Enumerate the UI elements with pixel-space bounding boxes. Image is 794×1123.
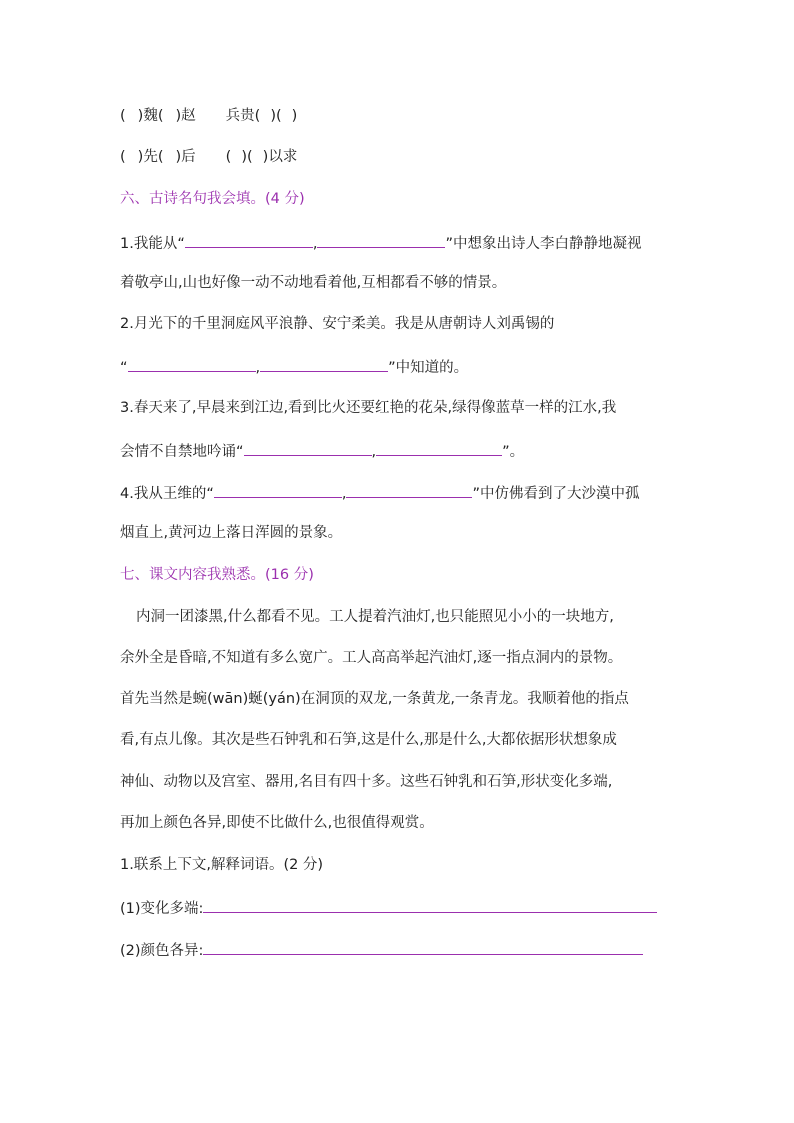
q-text: ”中想象出诗人李白静静地凝视 [445,236,642,252]
idiom-text: )魏( [137,108,164,124]
poem-q3-line1: 3.春天来了,早晨来到江边,看到比火还要红艳的花朵,绿得像蓝草一样的江水,我 [120,400,617,416]
blank-field[interactable] [346,479,472,498]
q-sep: , [371,444,377,460]
idiom-text: )( [270,108,282,124]
idiom-text: ( [120,149,126,165]
passage-line: 余外全是昏暗,不知道有多么宽广。工人高高举起汽油灯,逐一指点洞内的景物。 [120,650,623,666]
poem-q4-line1 [120,479,639,505]
section6-title: 六、古诗名句我会填。(4 分) [120,191,305,207]
q-text: ”中仿佛看到了大沙漠中孤 [472,486,640,502]
q-sep: , [255,360,261,376]
q-sep: , [341,486,347,502]
idiom-row-2 [120,144,297,170]
poem-q2-line1: 2.月光下的千里洞庭风平浪静、安宁柔美。我是从唐朝诗人刘禹锡的 [120,316,555,332]
q-text: ”中知道的。 [388,360,469,376]
poem-q3-line2 [120,437,524,463]
passage-line: 神仙、动物以及宫室、器用,名目有四十多。这些石钟乳和石笋,形状变化多端, [120,774,613,790]
blank-field[interactable] [185,229,313,248]
answer-field-2[interactable] [203,936,643,955]
idiom-text: ) [291,108,298,124]
q-text: ”。 [502,444,525,460]
q-text: (1)变化多端: [120,901,204,917]
idiom-row-1 [120,103,297,129]
q-text: “ [120,360,128,376]
blank-field[interactable] [376,437,502,456]
blank-field[interactable] [244,437,372,456]
answer-field-1[interactable] [203,894,657,913]
word-explain-1 [120,894,657,920]
q-sep: , [312,236,318,252]
idiom-text: ( [120,108,126,124]
section7-q1-title: 1.联系上下文,解释词语。(2 分) [120,857,324,873]
passage-text: 内洞一团漆黑,什么都看不见。工人提着汽油灯,也只能照见小小的一块地方, [136,609,614,625]
passage-line [120,604,614,630]
poem-q1-line1 [120,229,641,255]
idiom-text: 兵贵( [225,108,261,124]
blank-field[interactable] [260,353,388,372]
idiom-text: )后 [175,149,196,165]
q-text: 会情不自禁地吟诵“ [120,444,244,460]
passage-line: 看,有点儿像。其次是些石钟乳和石笋,这是什么,那是什么,大都依据形状想象成 [120,732,617,748]
section7-title: 七、课文内容我熟悉。(16 分) [120,567,314,583]
poem-q4-line2: 烟直上,黄河边上落日浑圆的景象。 [120,525,343,541]
blank-field[interactable] [128,353,256,372]
idiom-text: )赵 [175,108,196,124]
passage-line: 再加上颜色各异,即使不比做什么,也很值得观赏。 [120,815,434,831]
blank-field[interactable] [214,479,342,498]
passage-line: 首先当然是蜿(wān)蜒(yán)在洞顶的双龙,一条黄龙,一条青龙。我顺着他的指点 [120,691,629,707]
idiom-text: )( [241,149,253,165]
poem-q1-line2: 着敬亭山,山也好像一动不动地看着他,互相都看不够的情景。 [120,275,507,291]
q-text: 1.我能从“ [120,236,185,252]
idiom-text: )先( [137,149,164,165]
blank-field[interactable] [317,229,445,248]
idiom-text: ( [225,149,232,165]
q-text: 4.我从王维的“ [120,486,214,502]
q-text: (2)颜色各异: [120,943,204,959]
idiom-text: )以求 [262,149,298,165]
poem-q2-line2 [120,353,468,379]
word-explain-2 [120,936,643,962]
